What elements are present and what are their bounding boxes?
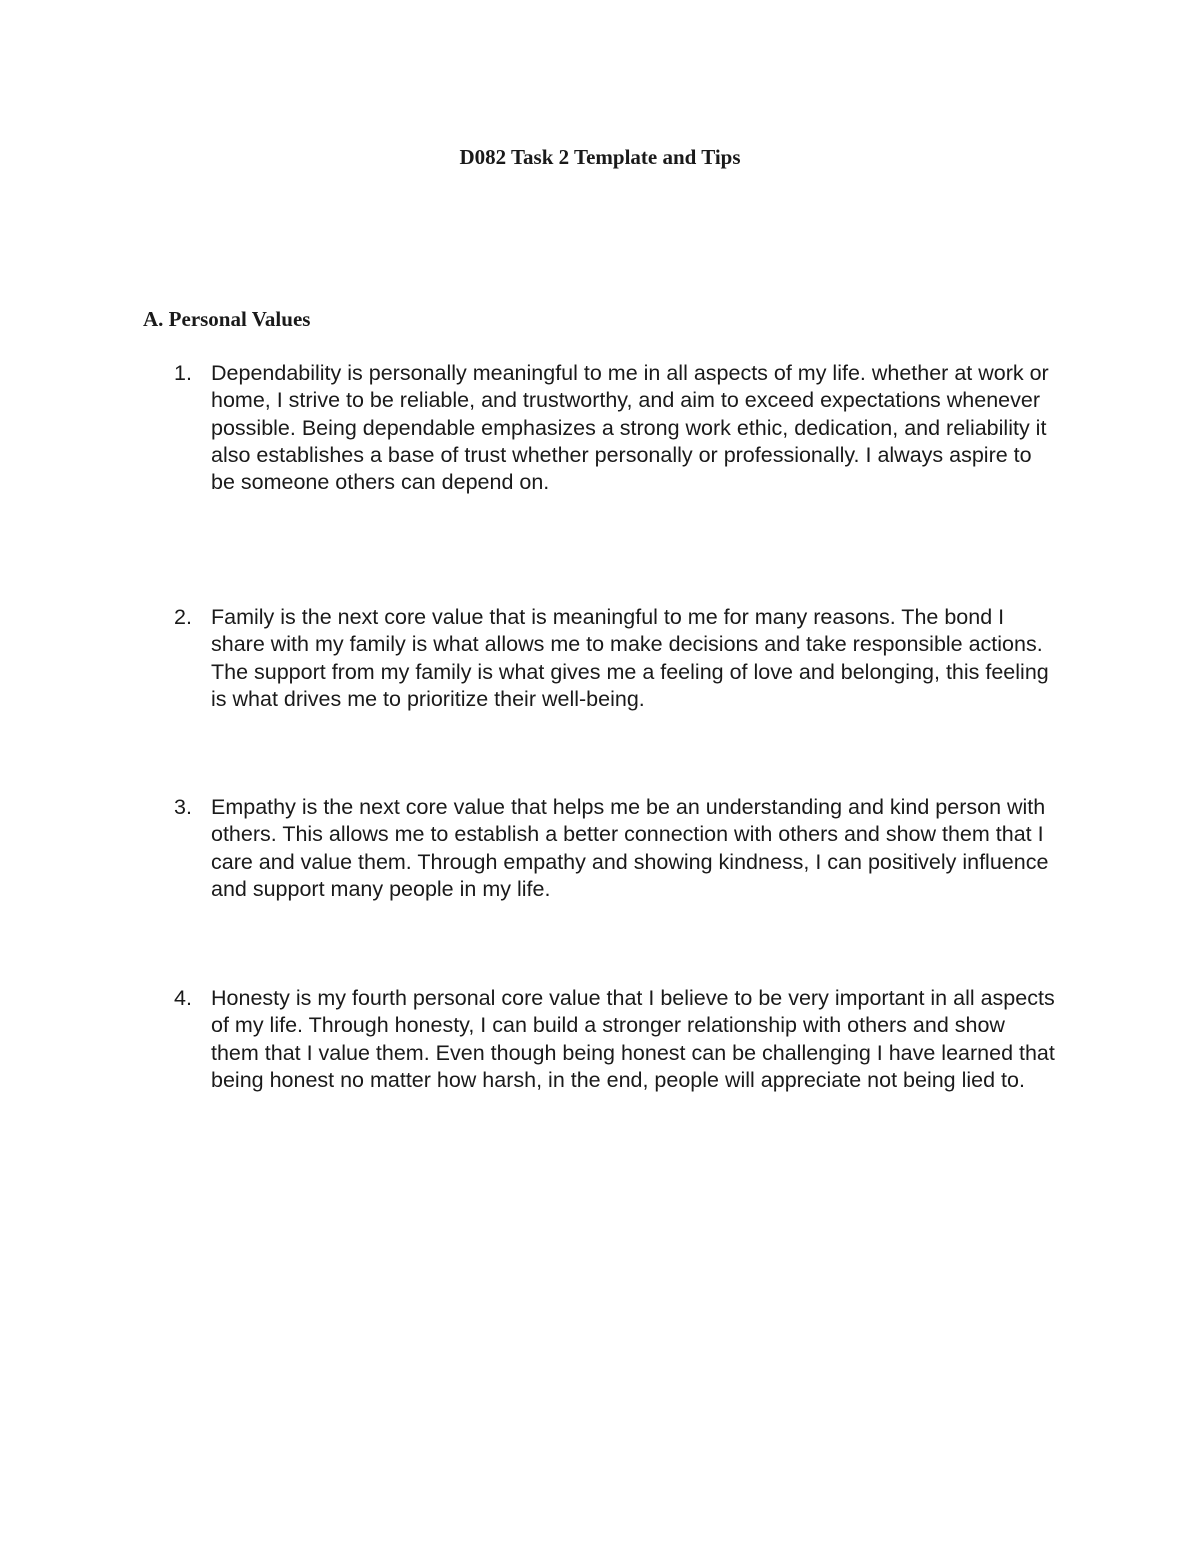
list-item-number: 3. <box>174 795 192 819</box>
list-item-number: 4. <box>174 986 192 1010</box>
document-title: D082 Task 2 Template and Tips <box>459 145 741 169</box>
list-item-text: Empathy is the next core value that helps me be an understanding and kind person with others. This allows me to establish a better connection with others and show them that I care and value them. Through empathy and showing kindness, I can positively influence and support many people in my life. <box>211 795 1049 901</box>
list-item-number: 1. <box>174 361 192 385</box>
section-heading: A. Personal Values <box>143 307 311 331</box>
list-item-text: Honesty is my fourth personal core value that I believe to be very important in all aspects of my life. Through honesty, I can build a stronger relationship with others and show them that I value them. Even though being honest can be challenging I have learned that being honest no matter how harsh, in the end, people will appreciate not being lied to. <box>211 986 1055 1092</box>
list-item-number: 2. <box>174 605 192 629</box>
list-item-text: Family is the next core value that is meaningful to me for many reasons. The bond I share with my family is what allows me to make decisions and take responsible actions. The support from my family is what gives me a feeling of love and belonging, this feeling is what drives me to prioritize their well-being. <box>211 605 1049 711</box>
list-item-text: Dependability is personally meaningful to me in all aspects of my life. whether at work or home, I strive to be reliable, and trustworthy, and aim to exceed expectations whenever possible. Being dependable emphasizes a strong work ethic, dedication, and reliability it also establishes a base of trust whether personally or professionally. I always aspire to be someone others can depend on. <box>211 361 1049 495</box>
